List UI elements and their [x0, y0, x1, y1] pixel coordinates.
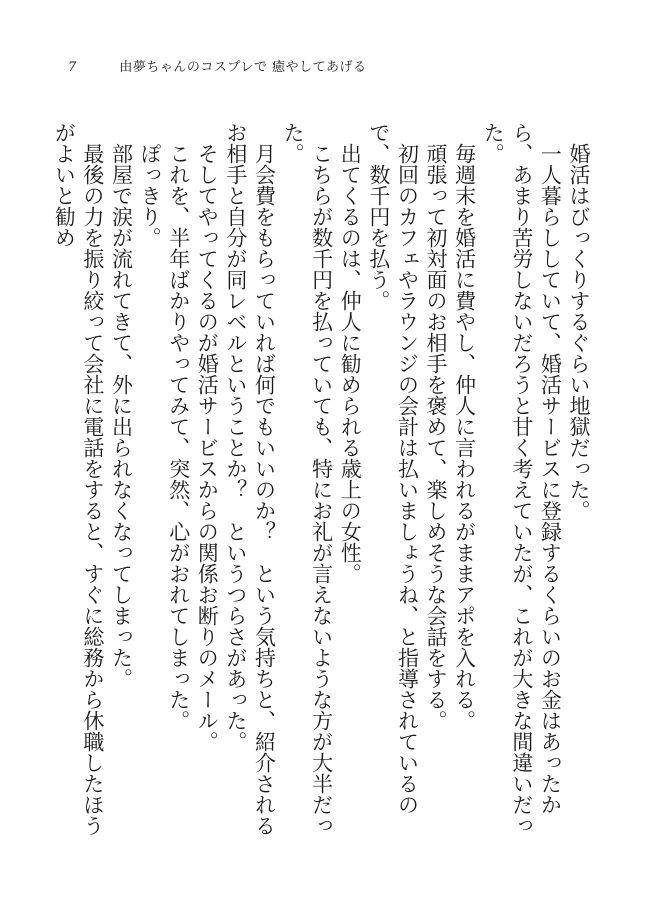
paragraph: 頑張って初対面のお相手を褒めて、楽しめそうな会話をする。 — [424, 143, 449, 731]
paragraph: 出てくるのは、仲人に勧められる歳上の女性。 — [338, 143, 363, 584]
paragraph: 初回のカフェやラウンジの会計は払いましょうね、と指導されているので、数千円を払う。 — [366, 122, 420, 815]
paragraph: 毎週末を婚活に費やし、仲人に言われるがままアポを入れる。 — [452, 143, 477, 731]
paragraph: そしてやってくるのが婚活サービスからの関係お断りのメール。 — [195, 143, 220, 752]
vertical-text-body — [50, 122, 593, 852]
paragraph: こちらが数千円を払っていても、特にお礼が言えないような方が大半だった。 — [281, 122, 334, 836]
paragraph: ぽっきり。 — [138, 143, 163, 248]
paragraph: 部屋で涙が流れてきて、外に出られなくなってしまった。 — [109, 143, 134, 689]
page-number: 7 — [68, 60, 77, 75]
running-title: 由夢ちゃんのコスプレで 癒やしてあげる — [119, 60, 367, 75]
paragraph: 一人暮らししていて、婚活サービスに登録するくらいのお金はあったから、あまり苦労しないだろうと甘く考えていたが、これが大きな間違いだった。 — [481, 122, 563, 836]
paragraph: 月会費をもらっていれば何でもいいのか？ という気持ちと、紹介されるお相手と自分が同レベルということか？ というつらさがあった。 — [223, 122, 277, 836]
paragraph: 最後の力を振り絞って会社に電話をすると、すぐに総務から休職したほうがよいと勧め — [52, 122, 105, 836]
paragraph: 婚活はびっくりするぐらい地獄だった。 — [567, 143, 591, 521]
running-header — [68, 56, 367, 75]
paragraph: これを、半年ばかりやってみて、突然、心がおれてしまった。 — [166, 143, 191, 731]
